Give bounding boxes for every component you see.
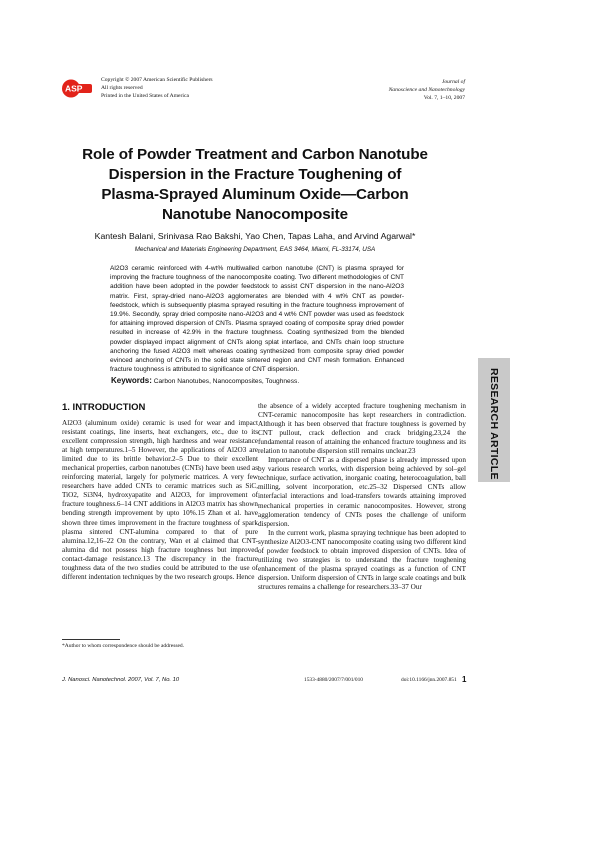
body-paragraph: In the current work, plasma spraying technique has been adopted to synthesize Al2O3-CNT nanocomposite coating using two different kind of powder feedstock to obtain improved dispersion of CNTs. Idea of utilizing two strategies is to understand the fracture toughening enhancement of the plasma sprayed coatings as a function of CNT dispersion. Uniform dispersion of CNTs in large scale coatings and bulk structures remains a challenge for researchers.33–37 Our bbox=[258, 528, 466, 591]
journal-volume: Vol. 7, 1–10, 2007 bbox=[423, 94, 465, 101]
journal-block bbox=[389, 79, 465, 102]
footnote: *Author to whom correspondence should be addressed. bbox=[62, 643, 185, 649]
abstract: Al2O3 ceramic reinforced with 4-wt% multiwalled carbon nanotube (CNT) is plasma sprayed for improving the fracture toughness of the nanocomposite coating. Two different methodologies of CNT addition have been adopted in the powder feedstock to assist CNT dispersion in the nano-Al2O3 matrix. First, spray-dried nano-Al2O3 agglomerates are blended with 4 wt% CNT as powder-feedstock, which is subsequently plasma sprayed resulting in the fracture toughness improvement of 19.9%. Secondly, spray dried composite nano-Al2O3 and 4 wt% CNT powder was used as feedstock for attaining improved dispersion of CNTs. Plasma sprayed coating of composite spray dried powder resulted in increase of 42.9% in the fracture toughness. Coating synthesized from the blended powder displayed impact alignment of CNTs along splat interface, and CNTs chain loop structure anchoring the fused Al2O3 melt whereas coating synthesized from composite spray dried powder evinced anchoring of CNTs in the solid state sintered region and CNT mesh formation. Enhanced fracture toughness is attributed to significance of CNT dispersion. bbox=[110, 265, 404, 374]
printed-line: Printed in the United States of America bbox=[101, 92, 189, 99]
footer-doi: doi:10.1166/jnn.2007.851 bbox=[401, 677, 457, 683]
page-number: 1 bbox=[462, 675, 467, 684]
paper-title: Role of Powder Treatment and Carbon Nanotube Dispersion in the Fracture Toughening of Plasma-Sprayed Aluminum Oxide—Carbon Nanotube Nanocomposite bbox=[82, 146, 428, 223]
journal-name: Nanoscience and Nanotechnology bbox=[388, 86, 465, 93]
body-paragraph: Importance of CNT as a dispersed phase is already impressed upon by various research works, with dispersion being achieved by sol–gel technique, surface activation, inorganic coating, heterocoagulation, ball milling, solvent incorporation, etc.25–32 Dispersed CNTs allow interfacial interactions and load-transfers towards attaining improved mechanical properties in ceramic nanocomposites. However, strong agglomeration tendency of CNTs poses the challenge of uniform dispersion. bbox=[258, 456, 466, 528]
left-column bbox=[62, 419, 258, 631]
right-column bbox=[258, 402, 466, 639]
affiliation: Mechanical and Materials Engineering Department, EAS 3464, Miami, FL-33174, USA bbox=[134, 246, 376, 253]
keywords-list: Carbon Nanotubes, Nanocomposites, Toughness. bbox=[153, 378, 300, 385]
section-heading: 1. INTRODUCTION bbox=[62, 402, 146, 413]
copyright-line: Copyright © 2007 American Scientific Publishers bbox=[101, 77, 213, 83]
keywords-line bbox=[111, 376, 299, 385]
research-article-tab bbox=[478, 358, 510, 482]
copyright-block bbox=[101, 77, 213, 100]
keywords-label: Keywords: bbox=[111, 376, 152, 385]
journal-line-1: Journal of bbox=[441, 79, 465, 85]
author-list: Kantesh Balani, Srinivasa Rao Bakshi, Yao Chen, Tapas Laha, and Arvind Agarwal* bbox=[94, 231, 416, 241]
footnote-rule bbox=[62, 639, 120, 640]
footer-issn: 1533-4880/2007/7/001/010 bbox=[304, 677, 363, 683]
logo-text: ASP bbox=[65, 83, 83, 94]
footer-journal: J. Nanosci. Nanotechnol. 2007, Vol. 7, No. 10 bbox=[62, 677, 180, 683]
side-tab-label: RESEARCH ARTICLE bbox=[488, 368, 500, 480]
intro-paragraph: Al2O3 (aluminum oxide) ceramic is used for wear and impact resistant coatings, line inserts, heat exchangers, etc., due to its excellent compression strength, high hardness and wear resistance at high temperatures.1–5 However, the applications of Al2O3 are limited due to its brittle behavior.2–5 Due to their excellent mechanical properties, carbon nanotubes (CNTs) have been used as reinforcing material, largely for polymeric matrices. A very few researchers have added CNTs to ceramic matrices such as SiC, TiO2, Si3N4, hydroxyapatite and Al2O3, for improvement of fracture toughness.6–14 CNT additions in Al2O3 matrix has shown bending strength improvement by upto 10%.15 Zhan et al. have shown three times improvement in the fracture toughness of spark plasma sintered CNT-alumina compared to that of pure alumina.12,16–22 On the contrary, Wan et al claimed that CNT-alumina did not possess high fracture toughness but improved contact-damage resistance.13 The discrepancy in the fracture toughness data of the two studies could be attributed to the use of different indentation techniques by the two research groups. Hence bbox=[62, 419, 258, 581]
rights-line: All rights reserved bbox=[101, 84, 143, 91]
body-paragraph: the absence of a widely accepted fracture toughening mechanism in CNT-ceramic nanocomposite has kept researchers in contradiction. Although it has been observed that fracture toughness is governed by CNT pullout, crack deflection and crack bridging,23,24 the fundamental reason of attaining the enhanced fracture toughness and its relation to nanotube dispersion still remains unclear.23 bbox=[258, 402, 466, 456]
asp-logo bbox=[62, 77, 92, 100]
